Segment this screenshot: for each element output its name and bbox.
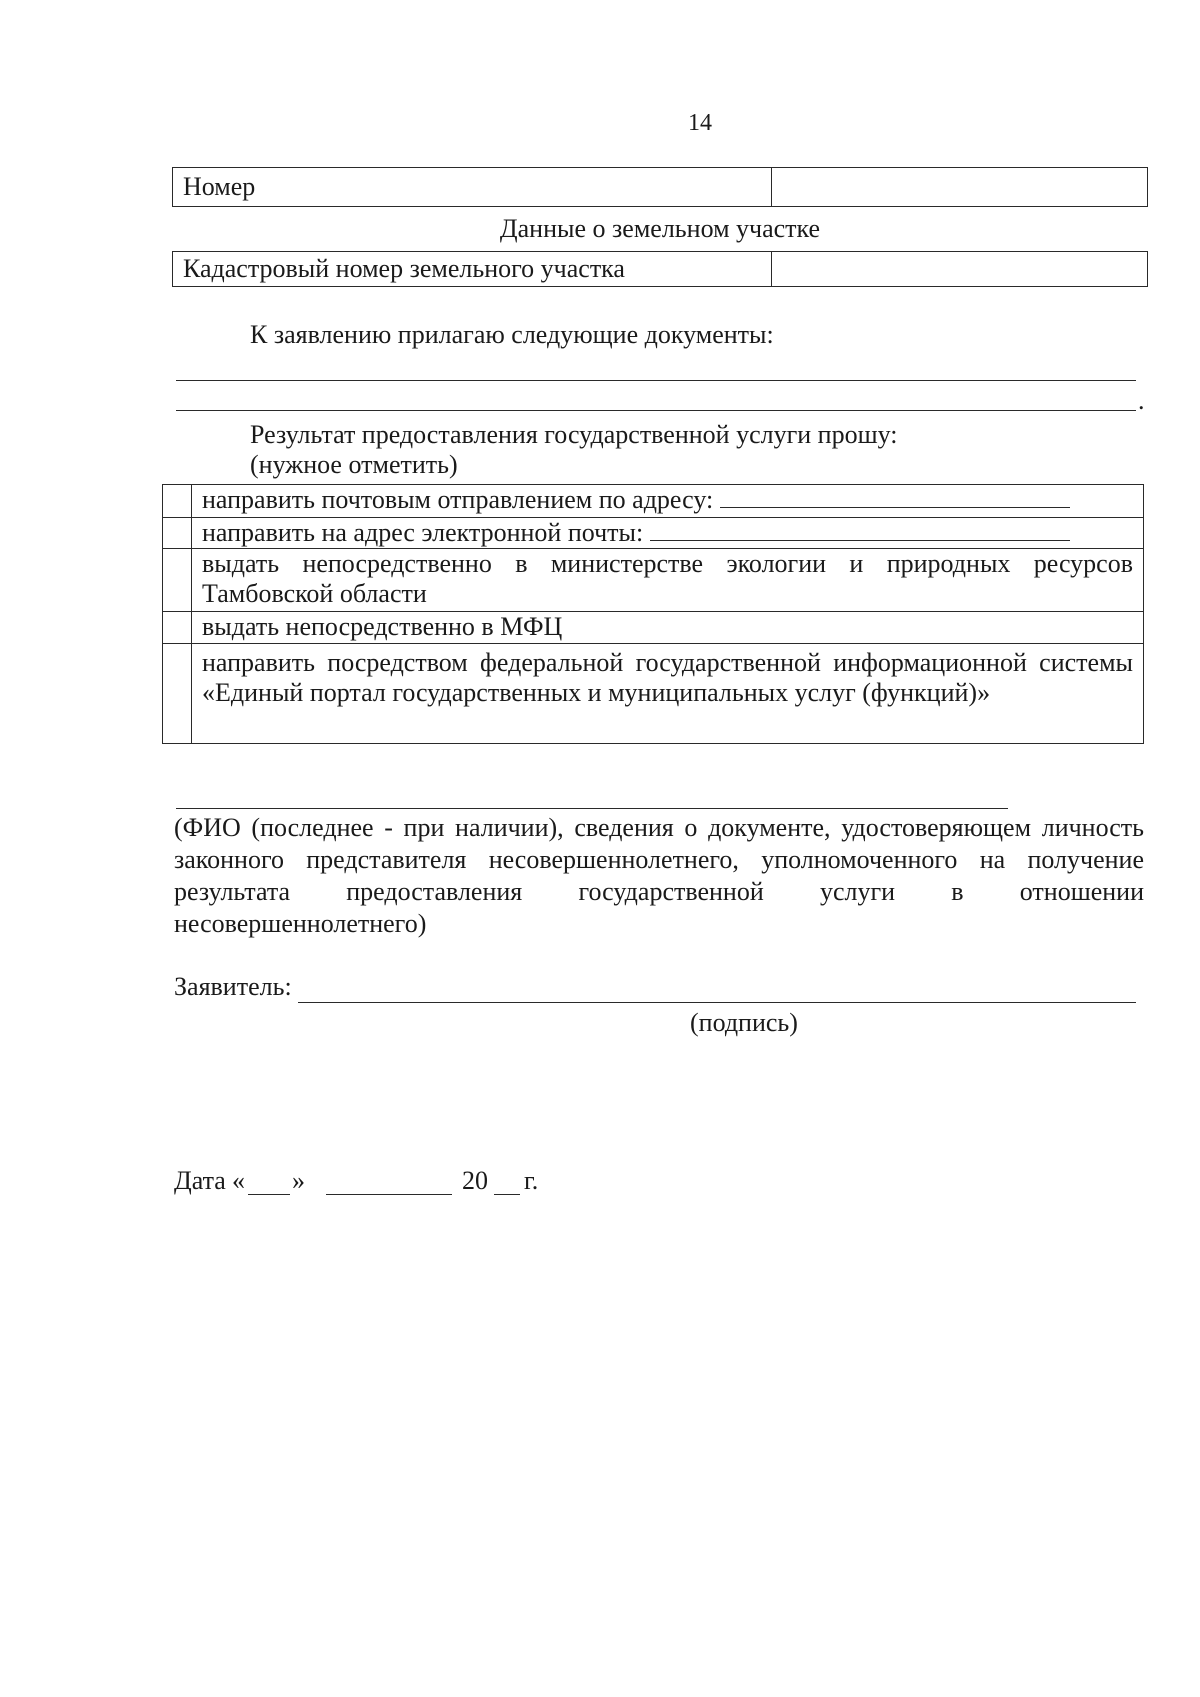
option-checkbox[interactable] [163,612,192,644]
date-quote-close: » [292,1166,305,1195]
land-section-title: Данные о земельном участке [499,214,821,243]
date-quote-open: « [232,1166,245,1195]
option-checkbox[interactable] [163,644,192,744]
attachments-caption: К заявлению прилагаю следующие документы: [250,320,774,349]
option-label-ministry: выдать непосредственно в министерстве экологии и природных ресурсов Тамбовской области [192,549,1144,612]
cadastral-table [172,251,1148,287]
post-address-line[interactable] [720,485,1070,508]
number-table [172,167,1148,207]
date-day-field[interactable] [248,1194,290,1195]
date-year-prefix: 20 [462,1166,488,1195]
option-checkbox[interactable] [163,485,192,518]
signature-caption: (подпись) [690,1008,798,1037]
cadastral-value-cell[interactable] [772,252,1148,287]
option-checkbox[interactable] [163,518,192,549]
option-label-mfc: выдать непосредственно в МФЦ [192,612,1144,644]
date-year-suffix: г. [524,1166,539,1195]
applicant-signature-line[interactable] [298,1002,1136,1003]
delivery-option-row [163,549,1144,612]
email-address-line[interactable] [650,518,1070,541]
delivery-option-row [163,518,1144,549]
representative-note: (ФИО (последнее - при наличии), сведения о документе, удостоверяющем личность законного представителя несовершеннолетнего, уполномоченного на получение результата предоставления государственной услуги в отношении несовершеннолетнего) [174,813,1144,938]
page-number: 14 [688,110,712,136]
applicant-label: Заявитель: [174,972,292,1001]
delivery-option-row [163,644,1144,744]
representative-line[interactable] [176,808,1008,809]
option-checkbox[interactable] [163,549,192,612]
option-label-portal: направить посредством федеральной государственной информационной системы «Единый портал государственных и муниципальных услуг (функций)» [192,644,1144,744]
option-label-post: направить почтовым отправлением по адресу: [202,485,714,514]
attachments-line-2[interactable] [176,410,1136,411]
result-hint: (нужное отметить) [250,450,458,479]
result-caption: Результат предоставления государственной услуги прошу: [250,420,898,449]
date-label: Дата [174,1166,226,1195]
date-year-field[interactable] [494,1194,520,1195]
option-label-email: направить на адрес электронной почты: [202,518,644,547]
number-value-cell[interactable] [772,168,1148,207]
delivery-option-row [163,485,1144,518]
date-month-field[interactable] [326,1194,452,1195]
attachments-end-dot: . [1138,386,1145,415]
cadastral-label: Кадастровый номер земельного участка [173,252,772,287]
attachments-line-1[interactable] [176,380,1136,381]
delivery-options-table [162,484,1144,744]
delivery-option-row [163,612,1144,644]
number-label: Номер [173,168,772,207]
